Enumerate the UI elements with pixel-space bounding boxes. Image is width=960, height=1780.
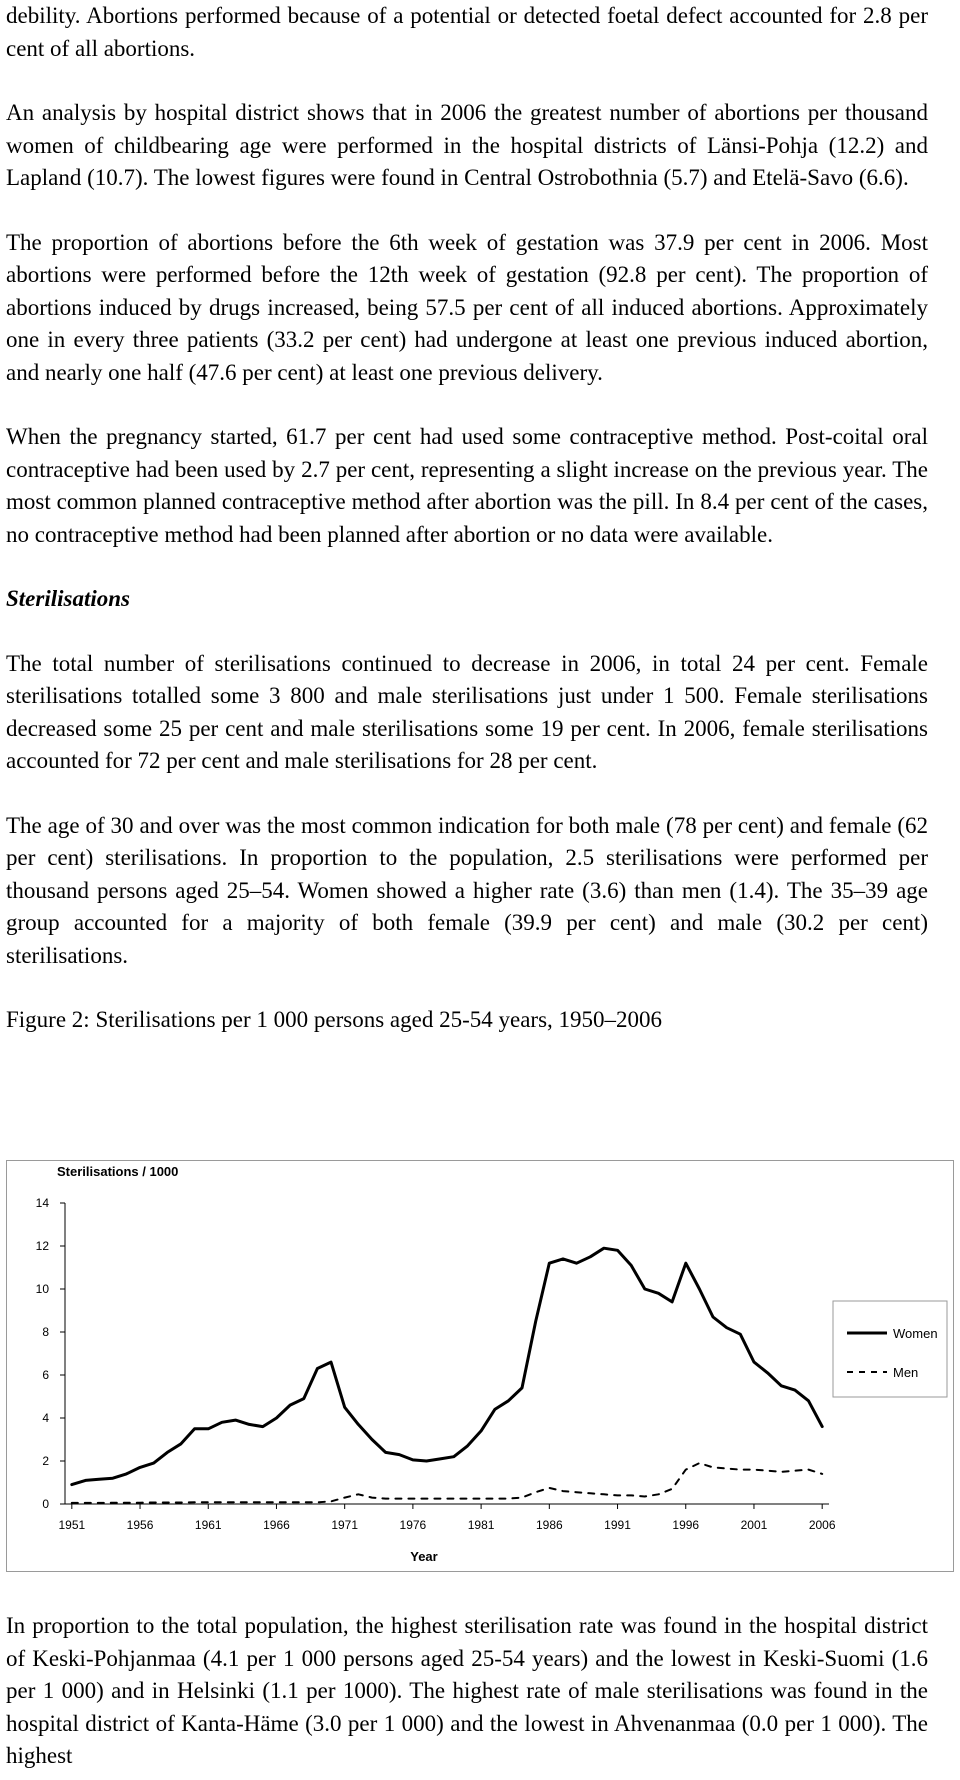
x-tick-label: 1951 [58,1518,86,1532]
document-page [6,0,928,1037]
paragraph-gestation-week: The proportion of abortions before the 6th week of gestation was 37.9 per cent in 2006. Most abortions were performed before the 12th week of gestation (92.8 per cent). The proportion of abortions induced by drugs increased, being 57.5 per cent of all induced abortions. Approximately one in every three patients (33.2 per cent) had undergone at least one previous induced abortion, and nearly one half (47.6 per cent) at least one previous delivery. [6,229,928,385]
series-line-men [72,1463,822,1503]
bottom-text [6,1610,928,1773]
legend-box [833,1301,947,1397]
x-tick-label: 1976 [399,1518,427,1532]
paragraph-sterilisation-age: The age of 30 and over was the most common indication for both male (78 per cent) and female (62 per cent) sterilisations. In proportion to the population, 2.5 sterilisations were performed per thousand persons aged 25–54. Women showed a higher rate (3.6) than men (1.4). The 35–39 age group accounted for a majority of both female (39.9 per cent) and male (30.2 per cent) sterilisations. [6,812,928,968]
section-heading-sterilisations: Sterilisations [6,586,130,611]
x-tick-label: 2006 [808,1518,836,1532]
y-tick-label: 4 [42,1411,49,1425]
y-tick-label: 8 [42,1325,49,1339]
paragraph-hospital-districts: An analysis by hospital district shows that in 2006 the greatest number of abortions per thousand women of childbearing age were performed in the hospital districts of Länsi-Pohja (12.2) and Lapland (10.7). The lowest figures were found in Central Ostrobothnia (5.7) and Etelä-Savo (6.6). [6,100,928,190]
paragraph-sterilisation-totals: The total number of sterilisations continued to decrease in 2006, in total 24 per cent. Female sterilisations totalled some 3 800 and male sterilisations just under 1 500. Female sterilisations decreased some 25 per cent and male sterilisations some 19 per cent. In 2006, female sterilisations accounted for 72 per cent and male sterilisations for 28 per cent. [6,650,928,773]
x-tick-label: 1961 [194,1518,222,1532]
chart-series [72,1248,822,1503]
x-tick-label: 1956 [126,1518,154,1532]
x-tick-label: 1981 [467,1518,495,1532]
x-tick-label: 1966 [263,1518,290,1532]
paragraph-contraception: When the pregnancy started, 61.7 per cent had used some contraceptive method. Post-coital oral contraceptive had been used by 2.7 per cent, representing a slight increase on the previous year. The most common planned contraceptive method after abortion was the pill. In 8.4 per cent of the cases, no contraceptive method had been planned after abortion or no data were available. [6,424,928,547]
paragraph-hospital-rates: In proportion to the total population, the highest sterilisation rate was found in the hospital district of Keski-Pohjanmaa (4.1 per 1 000 persons aged 25-54 years) and the lowest in Keski-Suomi (1.6 per 1 000) and in Helsinki (1.1 per 1000). The highest rate of male sterilisations was found in the hospital district of Kanta-Häme (3.0 per 1 000) and the lowest in Ahvenanmaa (0.0 per 1 000). The highest [6,1613,928,1768]
x-tick-label: 1986 [535,1518,563,1532]
series-line-women [72,1248,822,1484]
y-tick-label: 0 [42,1497,49,1511]
legend-women-label: Women [893,1326,938,1341]
y-tick-label: 10 [35,1282,49,1296]
y-axis-label: Sterilisations / 1000 [57,1164,179,1179]
x-axis-label: Year [410,1549,438,1564]
x-tick-label: 1991 [604,1518,631,1532]
y-tick-label: 2 [42,1454,49,1468]
figure-caption: Figure 2: Sterilisations per 1 000 persons aged 25-54 years, 1950–2006 [6,1007,663,1032]
legend-men-label: Men [893,1365,919,1380]
x-tick-label: 1996 [672,1518,700,1532]
chart-legend [833,1301,947,1397]
x-tick-label: 1971 [331,1518,359,1532]
chart-svg [7,1161,953,1571]
y-tick-label: 12 [35,1239,49,1253]
y-tick-label: 6 [42,1368,49,1382]
sterilisation-chart [6,1160,954,1572]
x-tick-label: 2001 [740,1518,768,1532]
chart-axes [36,1196,836,1532]
paragraph-abortion-defects: debility. Abortions performed because of a potential or detected foetal defect accounted for 2.8 per cent of all abortions. [6,3,928,61]
y-tick-label: 14 [35,1196,49,1210]
